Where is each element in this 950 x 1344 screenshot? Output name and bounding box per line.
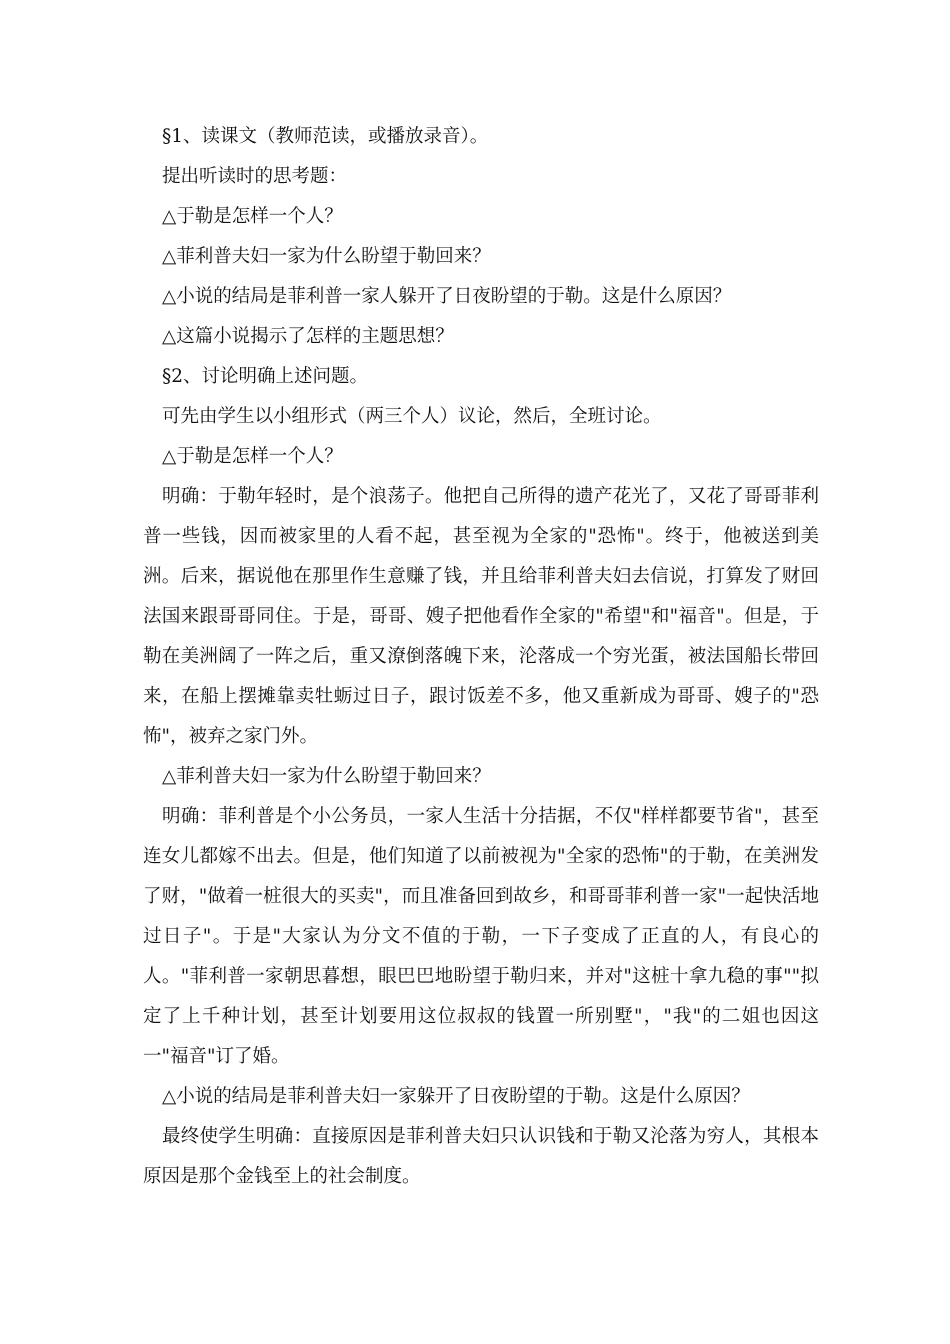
- question-3: △小说的结局是菲利普一家人躲开了日夜盼望的于勒。这是什么原因？: [162, 286, 732, 307]
- answer-1-paragraph: 明确：于勒年轻时，是个浪荡子。他把自己所得的遗产花光了，又花了哥哥菲利普一些钱，因而被家里的人看不起，甚至视为全家的"恐怖"。终于，他被送到美洲。后来，据说他在那里作生意赚了钱，并且给菲利普夫妇去信说，打算发了财回法国来跟哥哥同住。于是，哥哥、嫂子把他看作全家的"希望"和"福音"。但是，于勒在美洲阔了一阵之后，重又潦倒落魄下来，沦落成一个穷光蛋，被法国船长带回来，在船上摆摊靠卖牡蛎过日子，跟讨饭差不多，他又重新成为哥哥、嫂子的"恐怖"，被弃之家门外。: [143, 486, 819, 747]
- document-page: [143, 117, 819, 1197]
- question-4: △这篇小说揭示了怎样的主题思想？: [162, 326, 454, 347]
- discussion-question-3: △小说的结局是菲利普夫妇一家躲开了日夜盼望的于勒。这是什么原因？: [162, 1086, 750, 1107]
- section-1-heading: §1、读课文（教师范读，或播放录音）。: [162, 126, 489, 147]
- question-1: △于勒是怎样一个人？: [162, 206, 343, 227]
- section-2-heading: §2、讨论明确上述问题。: [162, 366, 369, 387]
- answer-3-paragraph: 最终使学生明确：直接原因是菲利普夫妇只认识钱和于勒又沦落为穷人，其根本原因是那个金钱至上的社会制度。: [143, 1126, 819, 1187]
- prompt-heading: 提出听读时的思考题：: [162, 166, 348, 187]
- question-2: △菲利普夫妇一家为什么盼望于勒回来？: [162, 246, 491, 267]
- discussion-instruction: 可先由学生以小组形式（两三个人）议论，然后，全班讨论。: [162, 406, 662, 427]
- discussion-question-1: △于勒是怎样一个人？: [162, 446, 343, 467]
- answer-2-paragraph: 明确：菲利普是个小公务员，一家人生活十分拮据，不仅"样样都要节省"，甚至连女儿都嫁不出去。但是，他们知道了以前被视为"全家的恐怖"的于勒，在美洲发了财，"做着一桩很大的买卖"，而且准备回到故乡，和哥哥菲利普一家"一起快活地过日子"。于是"大家认为分文不值的于勒，一下子变成了正直的人，有良心的人。"菲利普一家朝思暮想，眼巴巴地盼望于勒归来，并对"这桩十拿九稳的事""拟定了上千种计划，甚至计划要用这位叔叔的钱置一所别墅"，"我"的二姐也因这一"福音"订了婚。: [143, 806, 819, 1067]
- discussion-question-2: △菲利普夫妇一家为什么盼望于勒回来？: [162, 766, 491, 787]
